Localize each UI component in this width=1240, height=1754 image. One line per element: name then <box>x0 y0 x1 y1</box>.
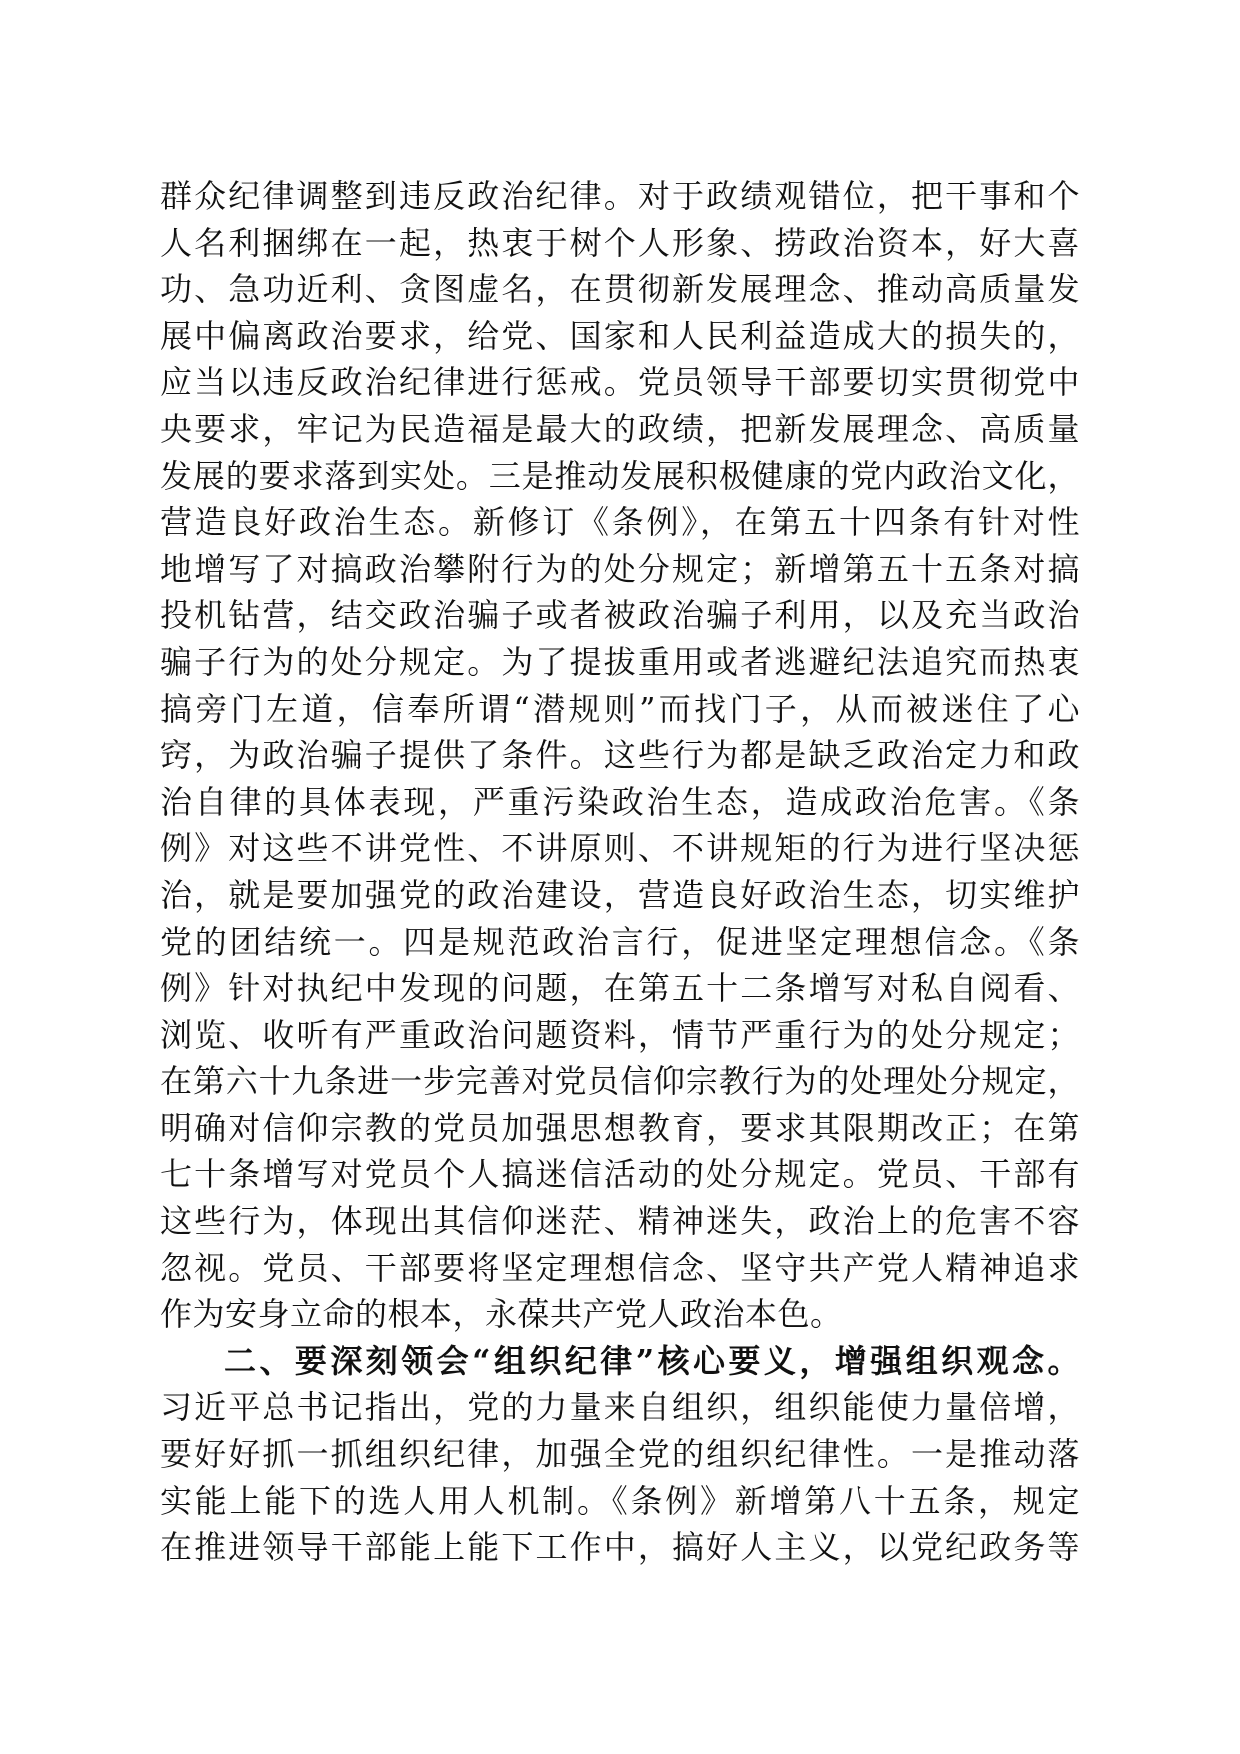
text-line: 要好好抓一抓组织纪律，加强全党的组织纪律性。一是推动落 <box>160 1435 1080 1474</box>
text-line: 例》对这些不讲党性、不讲原则、不讲规矩的行为进行坚决惩 <box>160 829 1080 868</box>
text-line: 这些行为，体现出其信仰迷茫、精神迷失，政治上的危害不容 <box>160 1202 1080 1241</box>
text-line: 央要求，牢记为民造福是最大的政绩，把新发展理念、高质量 <box>160 409 1080 448</box>
body-text <box>160 173 1080 1571</box>
text-line: 例》针对执纪中发现的问题，在第五十二条增写对私自阅看、 <box>160 969 1080 1008</box>
text-line: 党的团结统一。四是规范政治言行，促进坚定理想信念。《条 <box>160 922 1080 961</box>
text-line: 群众纪律调整到违反政治纪律。对于政绩观错位，把干事和个 <box>160 177 1080 215</box>
text-line: 作为安身立命的根本，永葆共产党人政治本色。 <box>160 1295 843 1334</box>
text-line: 在第六十九条进一步完善对党员信仰宗教行为的处理处分规定， <box>160 1062 1080 1101</box>
text-line: 展中偏离政治要求，给党、国家和人民利益造成大的损失的， <box>160 316 1080 355</box>
text-line: 窍，为政治骗子提供了条件。这些行为都是缺乏政治定力和政 <box>160 736 1080 775</box>
text-line: 习近平总书记指出，党的力量来自组织，组织能使力量倍增， <box>160 1388 1080 1427</box>
text-line: 投机钻营，结交政治骗子或者被政治骗子利用，以及充当政治 <box>160 596 1080 635</box>
text-line: 搞旁门左道，信奉所谓“潜规则”而找门子，从而被迷住了心 <box>160 689 1080 728</box>
text-line: 七十条增写对党员个人搞迷信活动的处分规定。党员、干部有 <box>160 1155 1080 1194</box>
text-line: 营造良好政治生态。新修订《条例》，在第五十四条有针对性 <box>160 503 1080 542</box>
text-line: 治，就是要加强党的政治建设，营造良好政治生态，切实维护 <box>160 875 1080 914</box>
text-line: 应当以违反政治纪律进行惩戒。党员领导干部要切实贯彻党中 <box>160 363 1080 402</box>
text-line: 治自律的具体表现，严重污染政治生态，造成政治危害。《条 <box>160 782 1080 821</box>
text-line: 明确对信仰宗教的党员加强思想教育，要求其限期改正；在第 <box>160 1108 1080 1147</box>
text-line: 在推进领导干部能上能下工作中，搞好人主义，以党纪政务等 <box>160 1528 1080 1567</box>
text-line: 功、急功近利、贪图虚名，在贯彻新发展理念、推动高质量发 <box>160 270 1080 309</box>
text-line: 骗子行为的处分规定。为了提拔重用或者逃避纪法追究而热衷 <box>160 642 1080 681</box>
text-line: 实能上能下的选人用人机制。《条例》新增第八十五条，规定 <box>160 1481 1080 1520</box>
text-line: 地增写了对搞政治攀附行为的处分规定；新增第五十五条对搞 <box>160 549 1080 588</box>
text-line: 忽视。党员、干部要将坚定理想信念、坚守共产党人精神追求 <box>160 1248 1080 1287</box>
text-line: 人名利捆绑在一起，热衷于树个人形象、捞政治资本，好大喜 <box>160 223 1080 262</box>
text-line: 发展的要求落到实处。三是推动发展积极健康的党内政治文化， <box>160 456 1080 495</box>
section-heading: 二、要深刻领会“组织纪律”核心要义，增强组织观念。 <box>224 1341 1080 1380</box>
text-line: 浏览、收听有严重政治问题资料，情节严重行为的处分规定； <box>160 1015 1080 1054</box>
